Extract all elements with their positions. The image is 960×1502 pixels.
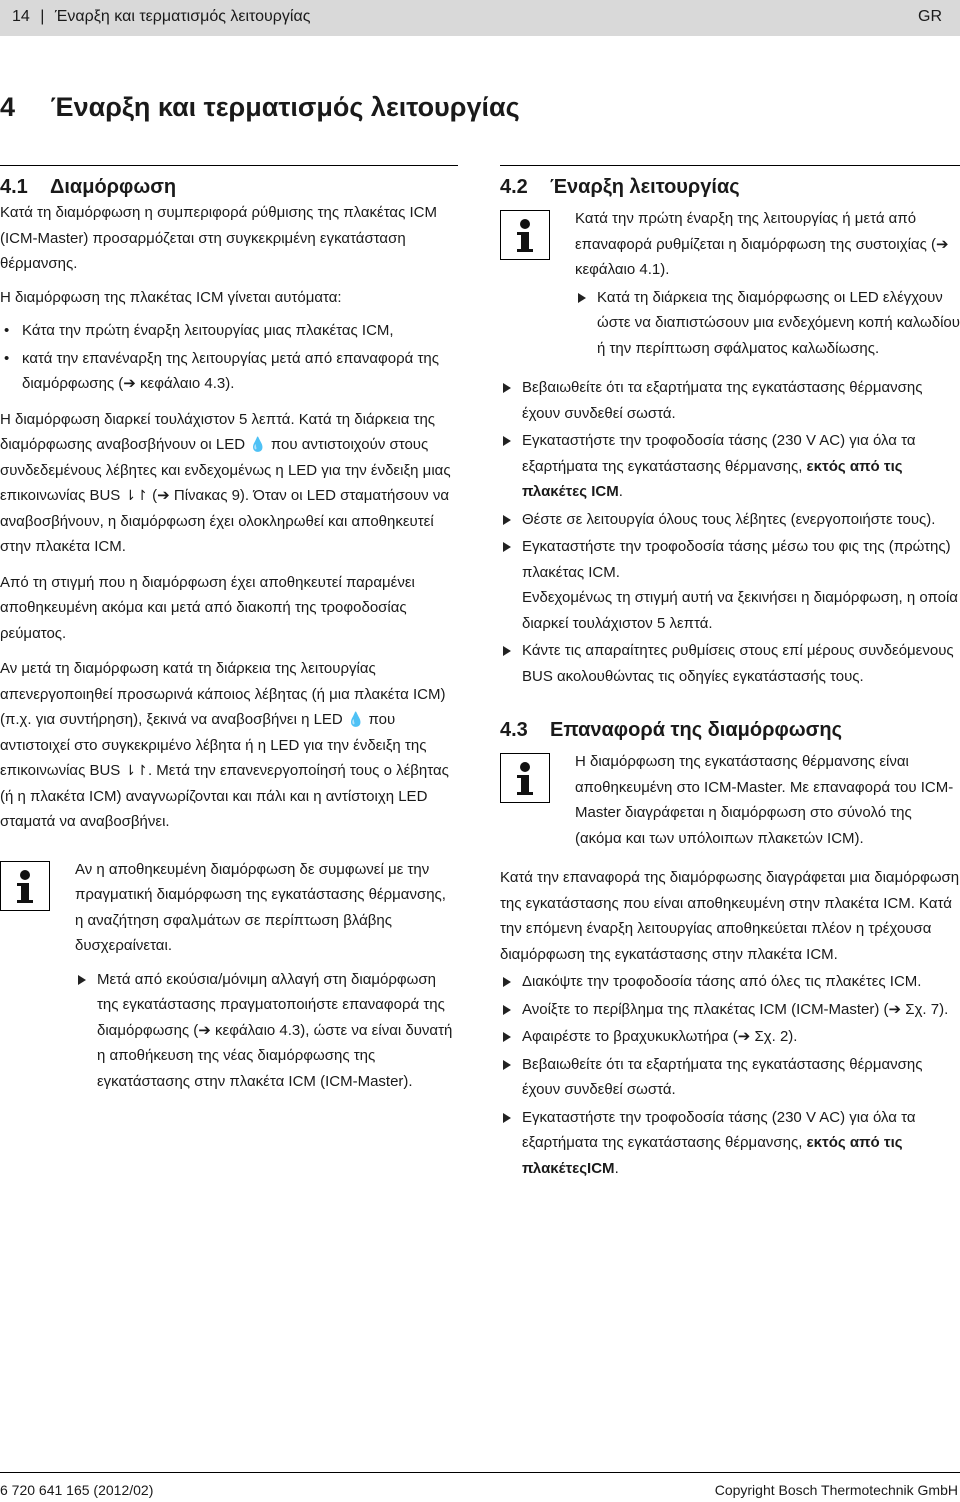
bus-icon: ⇂↾ (124, 762, 148, 778)
info-icon (0, 861, 50, 911)
right-column-rule (500, 165, 960, 166)
section-4-1-heading (0, 174, 458, 200)
paragraph: Η διαμόρφωση διαρκεί τουλάχιστον 5 λεπτά. Κατά τη διάρκεια της διαμόρφωσης αναβοσβήνουν οι LED 💧 που αντιστοιχούν στους συνδεδεμένους λέβητες και ενδεχομένως η LED για την ένδειξη μιας επικοινωνίας BUS ⇂↾ (➔ Πίνακας 9). Όταν οι LED σταματήσουν να αναβοσβήνουν, η διαμόρφωση έχει ολοκληρωθεί και αποθηκευτεί στην πλακέτα ICM. (0, 410, 451, 555)
footer-doc-id: 6 720 641 165 (2012/02) (0, 1482, 154, 1498)
left-column-rule (0, 165, 458, 166)
note-step: Κατά τη διάρκεια της διαμόρφωσης οι LED ελέγχουν ώστε να διαπιστώσουν μια ενδεχόμενη κοπή καλωδίου ή την περίπτωση σφάλματος καλωδίωσης. (575, 285, 960, 362)
info-note (500, 206, 960, 361)
flame-led-icon: 💧 (249, 436, 267, 452)
step-item: Αφαιρέστε το βραχυκυκλωτήρα (➔ Σχ. 2). (500, 1024, 960, 1050)
section-number: 4.1 (0, 176, 28, 198)
chapter-number: 4 (0, 92, 16, 122)
section-4-2-heading (500, 174, 960, 200)
left-column (0, 174, 458, 1094)
paragraph: Κατά την επαναφορά της διαμόρφωσης διαγράφεται μια διαμόρφωση της εγκατάστασης που είναι αποθηκευμένη στην πλακέτα ICM. Κατά την επόμενη έναρξη λειτουργίας αποθηκεύεται πλέον η τρέχουσα διαμόρφωση της εγκατάστασης στην πλακέτα ICM. (500, 869, 960, 963)
step-item: Ανοίξτε το περίβλημα της πλακέτας ICM (ICM-Master) (➔ Σχ. 7). (500, 997, 960, 1023)
bullet-item: • Κάτα την πρώτη έναρξη λειτουργίας μιας πλακέτας ICM, (0, 318, 458, 344)
step-item: Βεβαιωθείτε ότι τα εξαρτήματα της εγκατάστασης θέρμανσης έχουν συνδεθεί σωστά. (500, 375, 960, 426)
header-section: Έναρξη και τερματισμός λειτουργίας (54, 8, 311, 25)
paragraph: Από τη στιγμή που η διαμόρφωση έχει αποθηκευτεί παραμένει αποθηκευμένη ακόμα και μετά από διακοπή της τροφοδοσίας ρεύματος. (0, 573, 415, 642)
step-item: Κάντε τις απαραίτητες ρυθμίσεις στους επί μέρους συνδεόμενους BUS ακολουθώντας τις οδηγίες εγκατάστασής τους. (500, 638, 960, 689)
info-note (500, 749, 960, 851)
section-4-3-heading (500, 717, 960, 743)
info-icon (500, 210, 550, 260)
section-title: Επαναφορά της διαμόρφωσης (550, 719, 842, 741)
bus-icon: ⇂↾ (124, 487, 148, 503)
section-number: 4.2 (500, 176, 528, 198)
page-number: 14 (12, 8, 30, 25)
bullet-item: • κατά την επανέναρξη της λειτουργίας μετά από επαναφορά της διαμόρφωσης (➔ κεφάλαιο 4.3). (0, 346, 458, 397)
chapter-title: Έναρξη και τερματισμός λειτουργίας (50, 92, 520, 122)
step-item: Διακόψτε την τροφοδοσία τάσης από όλες τις πλακέτες ICM. (500, 969, 960, 995)
paragraph: Κατά τη διαμόρφωση η συμπεριφορά ρύθμισης της πλακέτας ICM (ICM-Master) προσαρμόζεται στη συγκεκριμένη εγκατάσταση θέρμανσης. (0, 204, 437, 272)
header-lang: GR (918, 8, 942, 25)
step-item: Εγκαταστήστε την τροφοδοσία τάσης (230 V AC) για όλα τα εξαρτήματα της εγκατάστασης θέρμανσης, εκτός από τις πλακέτες ICM. (500, 428, 960, 505)
footer-copyright: Copyright Bosch Thermotechnik GmbH (714, 1482, 958, 1498)
note-text: Αν η αποθηκευμένη διαμόρφωση δε συμφωνεί με την πραγματική διαμόρφωση της εγκατάστασης θέρμανσης, η αναζήτηση σφαλμάτων σε περίπτωση βλάβης δυσχεραίνεται. (75, 860, 446, 954)
header-left (12, 8, 310, 26)
note-text: Η διαμόρφωση της εγκατάστασης θέρμανσης είναι αποθηκευμένη στο ICM-Master. Με επαναφορά του ICM-Master διαγράφεται η διαμόρφωση στο σύνολό της (ακόμα και των υπόλοιπων πλακετών ICM). (575, 753, 954, 847)
info-note (0, 857, 458, 1095)
footer-rule (0, 1472, 960, 1473)
right-column (500, 174, 960, 1181)
note-text: Κατά την πρώτη έναρξη της λειτουργίας ή μετά από επαναφορά ρυθμίζεται η διαμόρφωση της συστοιχίας (➔ κεφάλαιο 4.1). (575, 210, 949, 278)
flame-led-icon: 💧 (346, 711, 365, 727)
step-item: Θέστε σε λειτουργία όλους τους λέβητες (ενεργοποιήστε τους). (500, 507, 960, 533)
step-item: Εγκαταστήστε την τροφοδοσία τάσης μέσω του φις της (πρώτης) πλακέτας ICM. Ενδεχομένως τη στιγμή αυτή να ξεκινήσει η διαμόρφωση, η οποία διαρκεί τουλάχιστον 5 λεπτά. (500, 534, 960, 636)
paragraph: Η διαμόρφωση της πλακέτας ICM γίνεται αυτόματα: (0, 288, 342, 306)
paragraph: Αν μετά τη διαμόρφωση κατά τη διάρκεια της λειτουργίας απενεργοποιηθεί προσωρινά κάποιος λέβητας (ή μια πλακέτα ICM) (π.χ. για συντήρηση), ξεκινά να αναβοσβήνει η LED 💧 που αντιστοιχεί στο συγκεκριμένο λέβητα ή η LED για την ένδειξη της επικοινωνίας BUS ⇂↾. Μετά την επανενεργοποίησή τους ο λέβητας (ή η πλακέτα ICM) αναγνωρίζονται και πάλι και η αντίστοιχη LED σταματά να αναβοσβήνει. (0, 660, 449, 830)
chapter-heading (0, 92, 520, 123)
note-step: Μετά από εκούσια/μόνιμη αλλαγή στη διαμόρφωση της εγκατάστασης πραγματοποιήστε επαναφορά της διαμόρφωσης (➔ κεφάλαιο 4.3), ώστε να είναι δυνατή η αποθήκευση της νέας διαμόρφωσης της εγκατάστασης στην πλακέτα ICM (ICM-Master). (75, 967, 458, 1095)
section-number: 4.3 (500, 719, 528, 741)
page-header (0, 0, 960, 36)
section-title: Έναρξη λειτουργίας (550, 176, 740, 198)
step-item: Βεβαιωθείτε ότι τα εξαρτήματα της εγκατάστασης θέρμανσης έχουν συνδεθεί σωστά. (500, 1052, 960, 1103)
section-title: Διαμόρφωση (50, 176, 177, 198)
step-item: Εγκαταστήστε την τροφοδοσία τάσης (230 V AC) για όλα τα εξαρτήματα της εγκατάστασης θέρμανσης, εκτός από τις πλακέτεςICM. (500, 1105, 960, 1182)
header-separator: | (40, 8, 45, 25)
info-icon (500, 753, 550, 803)
